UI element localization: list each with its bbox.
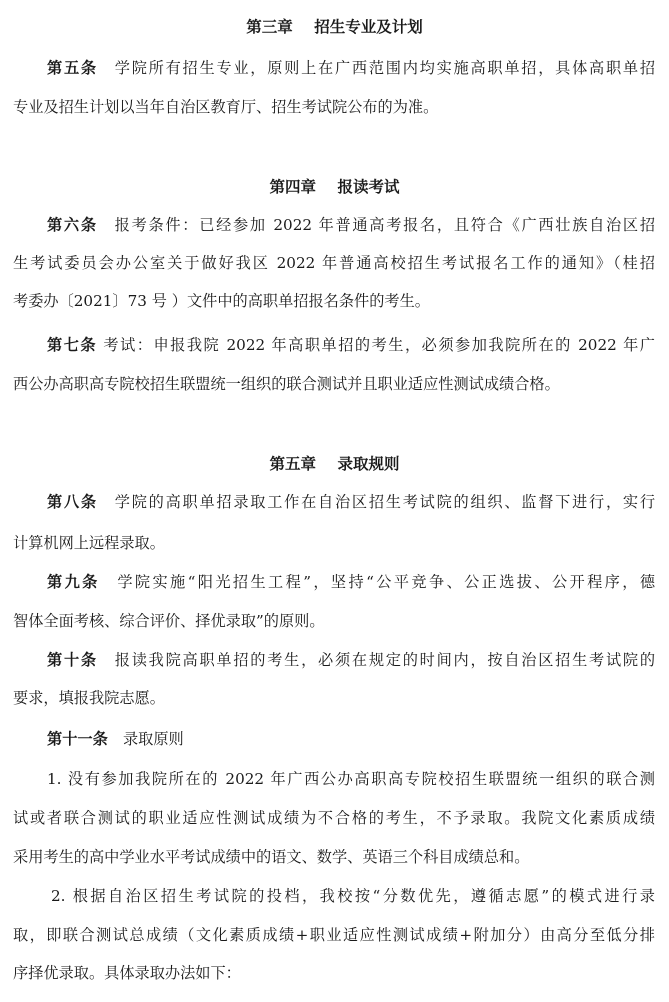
article-10-line-1 [47,650,655,670]
article-11-text: 录取原则 [122,730,184,748]
article-11-line [47,729,655,749]
article-5-text-1: 学院所有招生专业，原则上在广西范围内均实施高职单招，具体高职单招 [114,59,655,77]
article-5-line-2: 专业及招生计划以当年自治区教育厅、招生考试院公布的为准。 [13,98,439,116]
article-9-line-2: 智体全面考核、综合评价、择优录取”的原则。 [13,612,325,630]
article-11-label: 第十一条 [47,730,108,748]
article-10-text-1: 报读我院高职单招的考生，必须在规定的时间内，按自治区招生考试院的 [114,651,655,669]
article-10-line-2: 要求，填报我院志愿。 [13,689,165,707]
article-7-line-1 [47,335,655,355]
item-1-line-3: 采用考生的高中学业水平考试成绩中的语文、数学、英语三个科目成绩总和。 [13,848,530,866]
item-2-line-1: 2. 根据自治区招生考试院的投档，我校按“分数优先，遵循志愿”的模式进行录 [51,887,655,905]
article-6-text-1: 报考条件：已经参加 2022 年普通高考报名，且符合《广西壮族自治区招 [114,216,656,234]
article-6-line-3: 考委办〔2021〕73 号 ）文件中的高职单招报名条件的考生。 [13,292,430,310]
article-7-text-1: 考试：申报我院 2022 年高职单招的考生，必须参加我院所在的 2022 年广 [103,336,655,354]
item-2-line-3: 序择优录取。具体录取办法如下： [13,964,241,982]
article-6-line-2: 生考试委员会办公室关于做好我区 2022 年普通高校招生考试报名工作的通知》（桂招 [13,254,655,272]
item-2-line-2: 取，即联合测试总成绩（文化素质成绩+职业适应性测试成绩+附加分）由高分至低分排 [13,926,655,944]
chapter-4-heading: 第四章 报读考试 [269,177,400,196]
article-8-label: 第八条 [47,493,98,511]
article-6-label: 第六条 [47,216,98,234]
article-9-label: 第九条 [47,573,100,591]
article-7-line-2: 西公办高职高专院校招生联盟统一组织的联合测试并且职业适应性测试成绩合格。 [13,375,560,393]
article-9-text-1: 学院实施“阳光招生工程”，坚持“公平竞争、公正选拔、公开程序，德 [117,573,656,591]
item-1-line-2: 试或者联合测试的职业适应性测试成绩为不合格的考生，不予录取。我院文化素质成绩 [13,809,655,827]
article-6-line-1 [47,215,655,235]
chapter-3-heading: 第三章 招生专业及计划 [246,17,423,36]
article-8-line-1 [47,492,655,512]
item-1-line-1: 1. 没有参加我院所在的 2022 年广西公办高职高专院校招生联盟统一组织的联合测 [47,770,655,788]
article-10-label: 第十条 [47,651,98,669]
article-9-line-1 [47,572,655,592]
chapter-5-heading: 第五章 录取规则 [269,454,400,473]
article-7-label: 第七条 [47,336,98,354]
article-5-line-1 [47,58,655,78]
article-8-line-2: 计算机网上远程录取。 [13,534,165,552]
article-8-text-1: 学院的高职单招录取工作在自治区招生考试院的组织、监督下进行，实行 [114,493,655,511]
article-5-label: 第五条 [47,59,98,77]
